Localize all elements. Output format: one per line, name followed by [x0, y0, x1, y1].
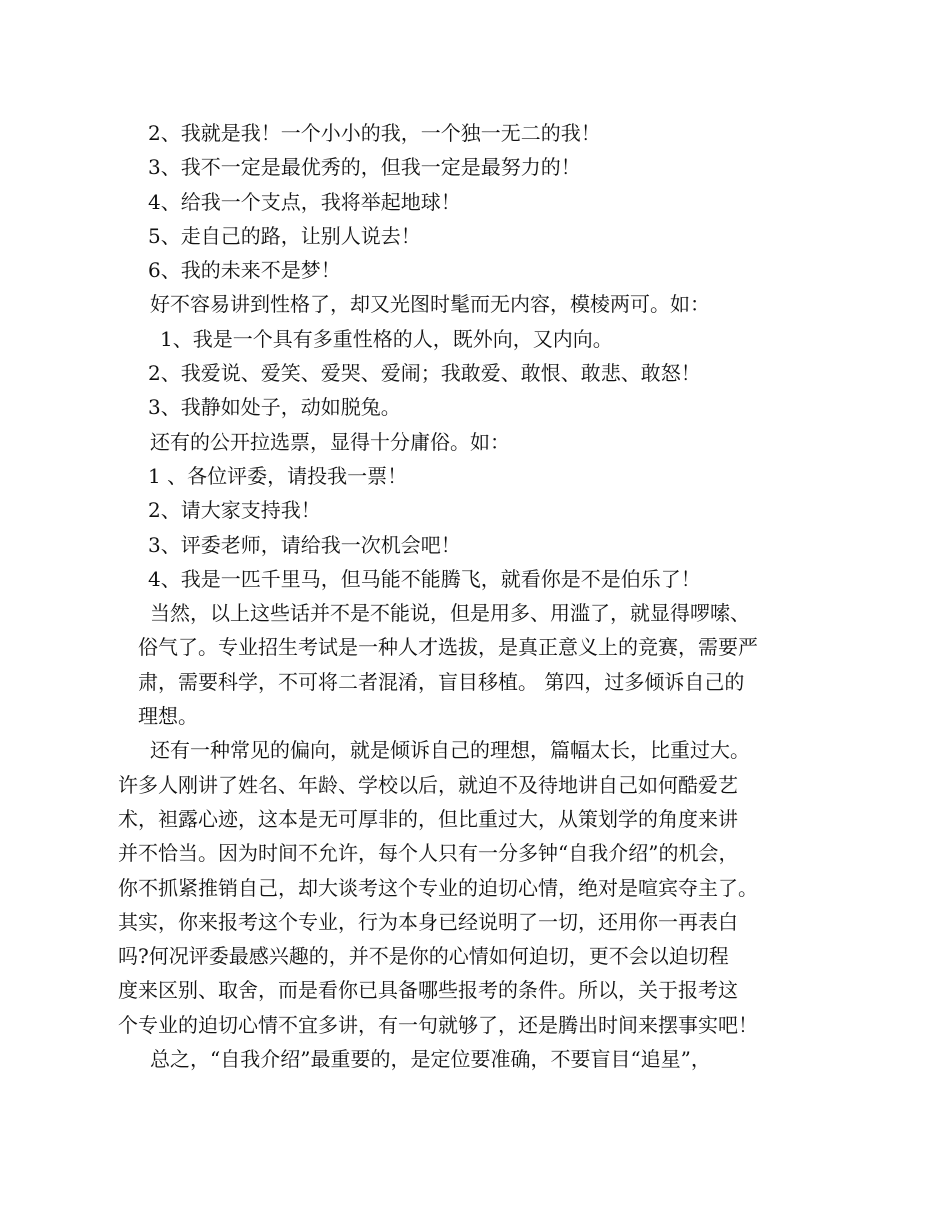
text-line: 6、我的未来不是梦！ [148, 258, 341, 283]
text-line: 其实，你来报考这个专业，行为本身已经说明了一切，还用你一再表白 [118, 909, 738, 934]
text-line: 你不抓紧推销自己，却大谈考这个专业的迫切心情，绝对是喧宾夺主了。 [118, 875, 758, 900]
text-line: 4、我是一匹千里马，但马能不能腾飞，就看你是不是伯乐了！ [148, 566, 701, 591]
text-line: 吗?何况评委最感兴趣的，并不是你的心情如何迫切，更不会以迫切程 [118, 944, 729, 969]
text-line: 理想。 [138, 704, 198, 729]
text-line: 当然，以上这些话并不是不能说，但是用多、用滥了，就显得啰嗦、 [150, 601, 750, 626]
text-line: 3、我不一定是最优秀的，但我一定是最努力的！ [148, 155, 581, 180]
text-line: 肃，需要科学，不可将二者混淆，盲目移植。 第四，过多倾诉自己的 [138, 669, 745, 694]
text-line: 还有一种常见的偏向，就是倾诉自己的理想，篇幅太长，比重过大。 [150, 738, 750, 763]
text-line: 好不容易讲到性格了，却又光图时髦而无内容，模棱两可。如： [150, 292, 710, 317]
text-line: 3、评委老师，请给我一次机会吧！ [148, 532, 461, 557]
document-body [118, 116, 838, 1076]
text-line: 4、给我一个支点，我将举起地球！ [148, 189, 461, 214]
text-line: 个专业的迫切心情不宜多讲，有一句就够了，还是腾出时间来摆事实吧！ [118, 1012, 758, 1037]
text-line: 并不恰当。因为时间不允许，每个人只有一分多钟“自我介绍”的机会， [118, 841, 739, 866]
text-line: 1、我是一个具有多重性格的人，既外向，又内向。 [160, 326, 613, 351]
text-line: 3、我静如处子，动如脱兔。 [148, 395, 401, 420]
text-line: 度来区别、取舍，而是看你已具备哪些报考的条件。所以，关于报考这 [118, 978, 738, 1003]
text-line: 还有的公开拉选票，显得十分庸俗。如： [150, 429, 510, 454]
text-line: 许多人刚讲了姓名、年龄、学校以后，就迫不及待地讲自己如何酷爱艺 [118, 772, 738, 797]
text-line: 5、走自己的路，让别人说去！ [148, 223, 421, 248]
text-line: 术，袒露心迹，这本是无可厚非的，但比重过大，从策划学的角度来讲 [118, 806, 738, 831]
text-line: 2、我就是我！一个小小的我，一个独一无二的我！ [148, 121, 601, 145]
text-line: 总之，“自我介绍”最重要的，是定位要准确，不要盲目“追星”， [150, 1047, 711, 1072]
text-line: 1 、各位评委，请投我一票！ [148, 463, 408, 488]
text-line: 俗气了。专业招生考试是一种人才选拔，是真正意义上的竞赛，需要严 [138, 635, 758, 660]
text-line: 2、请大家支持我！ [148, 498, 321, 523]
text-line: 2、我爱说、爱笑、爱哭、爱闹；我敢爱、敢恨、敢悲、敢怒！ [148, 361, 701, 386]
